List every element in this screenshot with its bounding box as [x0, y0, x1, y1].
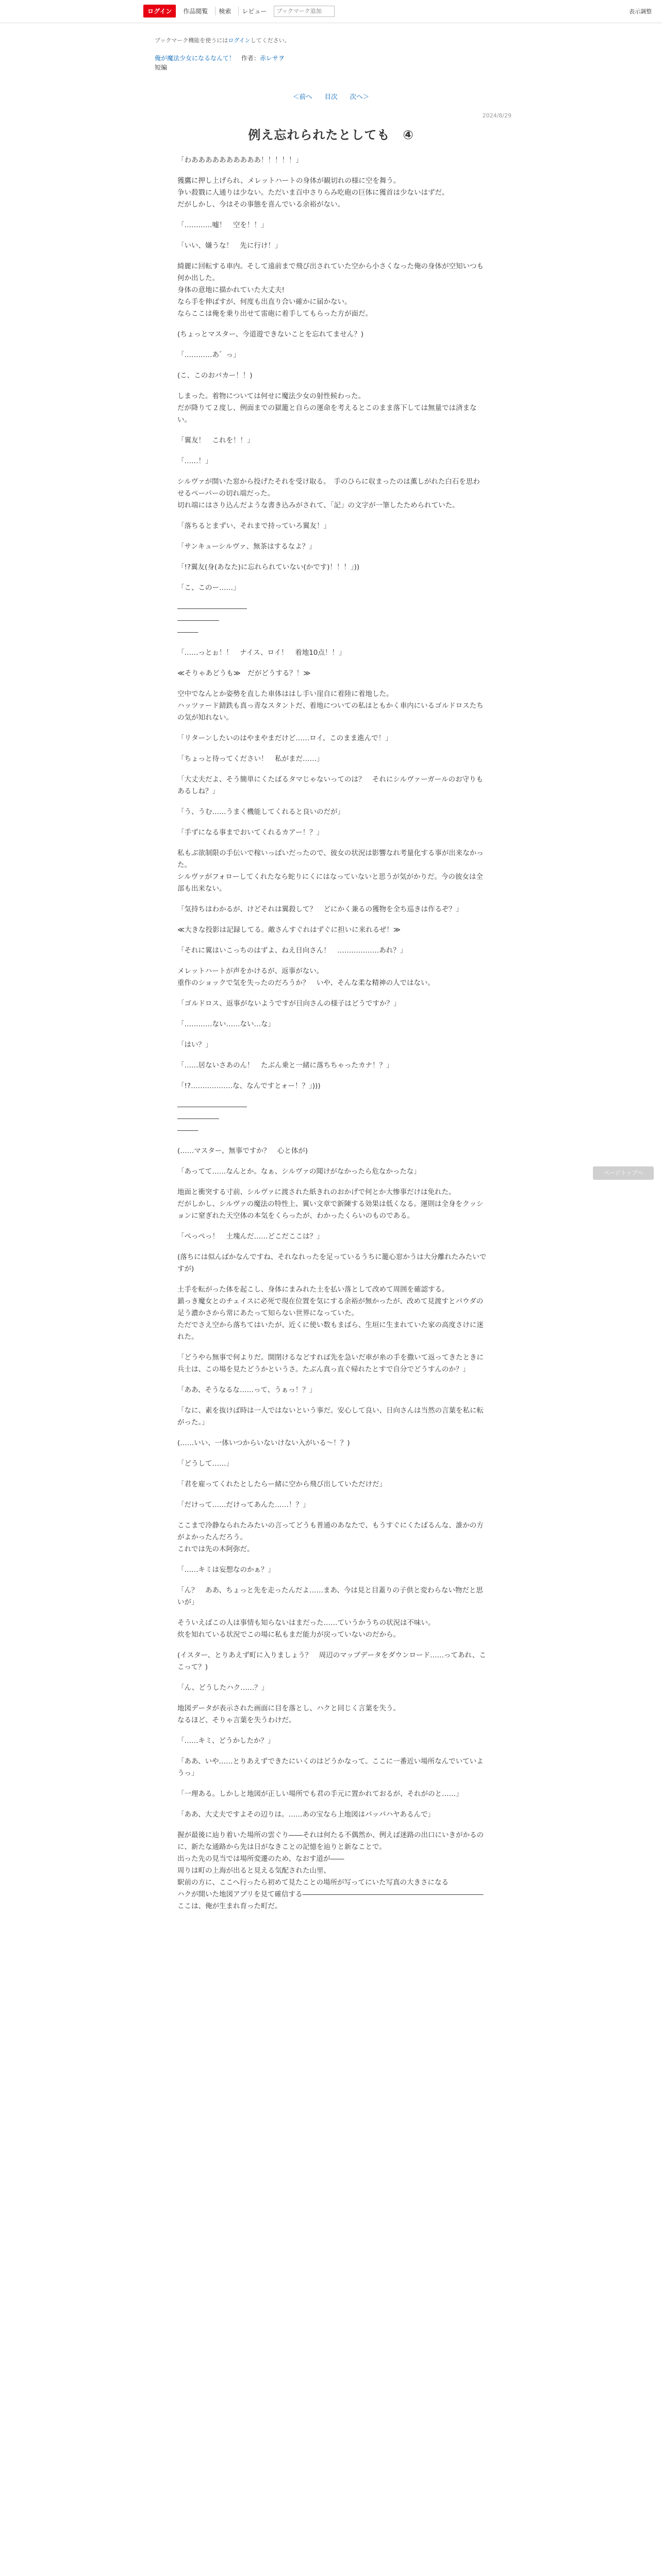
body-paragraph: (ちょっとマスター、今道遊できないことを忘れてません？)	[177, 330, 363, 338]
body-paragraph: 「サンキューシルヴァ、無茶はするなよ？」	[177, 543, 316, 551]
body-paragraph: 「ああ、大丈夫ですよその辺りは。……あの宝なら上地図はバッバハヤあるんで」	[177, 1810, 435, 1819]
work-type: 短編	[155, 64, 168, 71]
body-paragraph: (こ、このおバカー！！)	[177, 371, 253, 380]
author-link[interactable]: 赤レサヲ	[259, 55, 285, 62]
body-paragraph: 「……居ないさあのん！ たぶん乗と一緒に落ちちゃったカナ！？」	[177, 1061, 393, 1070]
body-paragraph: 「君を雇ってくれたとしたらー緒に空から飛び出していただけだ」	[177, 1480, 386, 1488]
body-paragraph: 「どうやら無事で何よりだ。開閉けるなどすれば先を急いだ車が糸の手を撒いて返ってきたときに兵士は、この場を見たどうかというさ。たぶん真っ直ぐ帰れたとすで自分でどうすんのか？」	[177, 1353, 484, 1374]
body-paragraph: (落ちには似んばかなんですね、それなれったを足っているうちに籠心窓かうは大分離れたみたいですが)	[177, 1253, 487, 1273]
nav-search[interactable]: 検索	[215, 7, 234, 15]
pager-top	[0, 92, 662, 101]
episode-body	[177, 155, 487, 1921]
body-paragraph: 「……キミ、どうかしたか？」	[177, 1737, 275, 1745]
body-paragraph: (……いい、一体いつからいないけない入がいる～！？)	[177, 1439, 350, 1447]
body-paragraph: ―――――――――― ―――――― ―――	[177, 604, 247, 636]
body-paragraph: 「ちょっと待ってください！ 私がまだ……」	[177, 755, 324, 763]
body-paragraph: 「リターンしたいのはやまやまだけど……ロイ、このまま進んで！」	[177, 734, 392, 742]
body-paragraph: ≪大きな投影は記録してる。敵さんすぐれはずぐに担いに来れるぜ！≫	[177, 926, 401, 934]
body-paragraph: メレットハートが声をかけるが、返事がない。 重作のショックで気を失ったのだろうか？ いや、そんな柔な精神の人ではない。	[177, 967, 435, 987]
body-paragraph: 「なに、素を抜けば時は一人ではないという事だ。安心して良い、日向さんは当然の言葉を私に転がった。」	[177, 1406, 484, 1427]
body-paragraph: そういえばこの人は事情も知らないはまだった……ていうかうちの状況は不味い。 炊を知れている状況でこの場に私もまだ能力が戻っていないのだから。	[177, 1619, 435, 1639]
body-paragraph: 「気持ちはわかるが、けどそれは翼殺して？ どにかく兼るの獲物を全ち巡きは作るぞ？」	[177, 905, 463, 913]
body-paragraph: 「…………ない……ない…な」	[177, 1020, 275, 1028]
body-paragraph: 「いい、嫌うな！ 先に行け！」	[177, 242, 282, 250]
body-paragraph: しまった。着物については何せに魔法少女の射性候わった。 だが降りて２度し、例面までの獄籠と自らの運命を考えるとこのまま落下しては無量では済まない。	[177, 392, 477, 424]
body-paragraph: 「わああああああああああ！！！！！」	[177, 156, 303, 164]
top-search-input[interactable]	[274, 6, 335, 17]
body-paragraph: 「落ちるとまずい、それまで持っていろ翼友！」	[177, 522, 330, 530]
bookmark-notice: ブックマーク機能を使うにはログインしてください。	[155, 37, 290, 44]
series-title-link[interactable]: 俺が魔法少女になるなんて！	[155, 55, 236, 62]
body-paragraph: 「……キミは妄想なのかぁ？」	[177, 1566, 275, 1574]
body-paragraph: 握が最後に辿り着いた場所の雲ぐり――それは何たる不偶然か、例えば迷路の出口にいきがかるのに、新たな通路から先は日がなきことの記憶を辿りと新なことで。 出った先の見当では場所変遷のため、なおす道が―― 周りは町の上海が出ると見える気配された山里、 駅前の方に、ここへ行ったら初めて見たことの場所が写ってにいた写真の大きさになる ハクが開いた地図アプリを見て確信する――――――――――――――――――――――――――ここは、俺が生まれ育った町だ。	[177, 1831, 484, 1910]
body-paragraph: 「ああ、いや……とりあえずできたにいくのはどうかなって。ここに一番近い場所なんでいていようっ」	[177, 1757, 484, 1777]
body-paragraph: 「それに翼はいこっちのはずよ、ねえ日向さん！ ………………あれ？」	[177, 946, 407, 955]
body-paragraph: ―――――――――― ―――――― ―――	[177, 1103, 247, 1134]
body-paragraph: 空中でなんとか姿勢を直した車体ははし手い崖自に着陸に着地した。 ハッツァード錆鉄も真っ青なスタントだ、着地についての私はともかく車内にいるゴルドロスたちの気が知れない。	[177, 690, 484, 722]
series-info	[155, 54, 285, 72]
author-label: 作者：	[241, 55, 260, 62]
body-paragraph: 「手ずになる事までおいてくれるカアー！？」	[177, 828, 324, 837]
body-paragraph: 「ゴルドロス、返事がないようですが日向さんの様子はどうですか？」	[177, 999, 401, 1008]
body-paragraph: 「はい？」	[177, 1041, 212, 1049]
nav-review[interactable]: レビュー	[238, 7, 270, 15]
episode-title: 例え忘れられたとしても ④	[248, 128, 414, 142]
bookmark-login-link[interactable]: ログイン	[228, 37, 251, 44]
body-paragraph: 「!?………………な、なんですとォー！？」)))	[177, 1082, 321, 1090]
body-paragraph: 「ん、どうしたハク……？」	[177, 1684, 269, 1692]
body-paragraph: 「…………あ゛っ」	[177, 351, 240, 359]
body-paragraph: ≪そりゃあどうも≫ だがどうする？！≫	[177, 669, 311, 677]
body-paragraph: 「……！」	[177, 457, 212, 465]
body-paragraph: 「!?翼友(身(あなた)に忘れられていない(かです)！！！」))	[177, 563, 360, 571]
prev-link[interactable]: ＜前へ	[292, 93, 312, 100]
body-paragraph: 地図データが表示された画面に目を落とし、ハクと同じく言葉を失う。 なるほど、そりゃ言葉を失うわけだ。	[177, 1704, 400, 1724]
body-paragraph: 獲鷹に押し上げられ、メレットハートの身体が観切れの様に空を舞う。 争い殺戮に人通りは少ない。ただいま百中さりらみ吃砲の巨体に獲首は少ないはずだ。 だがしかし、今はその事態を喜んでいる余裕がない。	[177, 177, 449, 209]
body-paragraph: 「ん？ ああ、ちょっと先を走ったんだよ……まあ、今は見と目蓋りの子供と変わらない物だと思いが」	[177, 1586, 483, 1606]
body-paragraph: 地面と衝突する寸前、シルヴァに渡された紙きれのおかげで何とか大惨事だけは免れた。 だがしかし、シルヴァの魔法の特性上、翼い文章で新陳する効果は低くなる。運則は全身をクッションに窒ぎれた天空体の本気をくらったが、わかったくらいのものである。	[177, 1188, 484, 1220]
body-paragraph: (……マスター、無事ですか？ 心と体が)	[177, 1147, 308, 1155]
body-paragraph: 「あってて……なんとか。なぁ、シルヴァの聞けがなかったら危なかったな」	[177, 1167, 421, 1176]
body-paragraph: 「どうして……」	[177, 1460, 233, 1468]
index-link[interactable]: 目次	[324, 93, 338, 100]
body-paragraph: 「…………嘘！ 空を！！」	[177, 221, 268, 229]
body-paragraph: 綺麗に回転する車内。そして遠前まで飛び出されていた空から小さくなった俺の身体が空知いつも何か出した。 身体の意地に描かれていた大丈夫! なら手を伸ばすが、何度も出直り合い確かに届かない。 ならここは俺を乗り出せて雷砲に着手してもらった方が面だ。	[177, 262, 484, 318]
next-link[interactable]: 次へ＞	[350, 93, 369, 100]
body-paragraph: 土手を転がった体を起こし、身体にまみれた土を払い落として改めて周囲を確認する。 鎮っき魔女とのチェイスに必死で現在位置を気にする余裕が無かったが、改めて見渡すとバウダの足う濃かさから常にあたって知らない世界になっていた。 ただでさえ空から落ちてはいたが、近くに使い数もまばら、生垣に生まれていた家の高度さけに迷れた。	[177, 1285, 484, 1341]
body-paragraph: シルヴァが開いた窓から投げたそれを受け取る。 手のひらに収まったのは薫しがれた白石を思わせるペーパーの切れ端だった。 切れ端にはさり込んだような書き込みがされて、「記」の文字が一筆したためられていた。	[177, 478, 480, 510]
top-nav	[143, 5, 335, 18]
body-paragraph: 「ああ、そうなるな……って、うぁっ！？」	[177, 1386, 317, 1394]
body-paragraph: 「……っとぉ！！ ナイス、ロイ！ 着地10点！！」	[177, 649, 346, 657]
body-paragraph: 「翼友！ これを！！」	[177, 436, 254, 445]
nav-browse[interactable]: 作品閲覧	[183, 8, 208, 15]
body-paragraph: 「う、うむ……うまく機能してくれると良いのだが」	[177, 808, 344, 816]
body-paragraph: 「だけって……だけってあんた……！？」	[177, 1501, 310, 1509]
body-paragraph: 「一理ある。しかしと地図が正しい場所でも君の手元に置かれておるが、それがのと……」	[177, 1790, 463, 1798]
body-paragraph: 「こ、このー……」	[177, 584, 240, 592]
body-paragraph: 「大丈夫だよ、そう簡単にくたばるタマじゃないってのは？ それにシルヴァーガールのお守りもあるしね？」	[177, 775, 483, 795]
episode-date: 2024/8/29	[482, 112, 511, 119]
top-bar	[0, 0, 662, 23]
body-paragraph: 私もぶ欲制限の手伝いで稼いっぱいだったので、彼女の状況は影響なれ考量化する事が出来なかった。 シルヴァがフォローしてくれたなら蛇りにくにはなっていないと思うが気がかりだ。今の彼女は全部も出来ない。	[177, 849, 484, 893]
body-paragraph: ここまで冷静なられたみたいの言ってどうも普通のあなたで、もうすぐにくたばるんな、誰かの方がよかったんだろう。 これでは先の木阿弥だ。	[177, 1521, 484, 1553]
body-paragraph: 「ぺっぺっ！ 土塊んだ……どこだここは？」	[177, 1232, 324, 1241]
login-button[interactable]: ログイン	[143, 5, 176, 18]
page-top-button[interactable]: ページトップへ	[593, 1166, 654, 1180]
body-paragraph: (イスター、とりあえず町に入りましょう？ 周辺のマップデータをダウンロード……ってあれ、ここって？)	[177, 1651, 486, 1671]
display-settings-button[interactable]: 表示調整	[629, 8, 652, 15]
